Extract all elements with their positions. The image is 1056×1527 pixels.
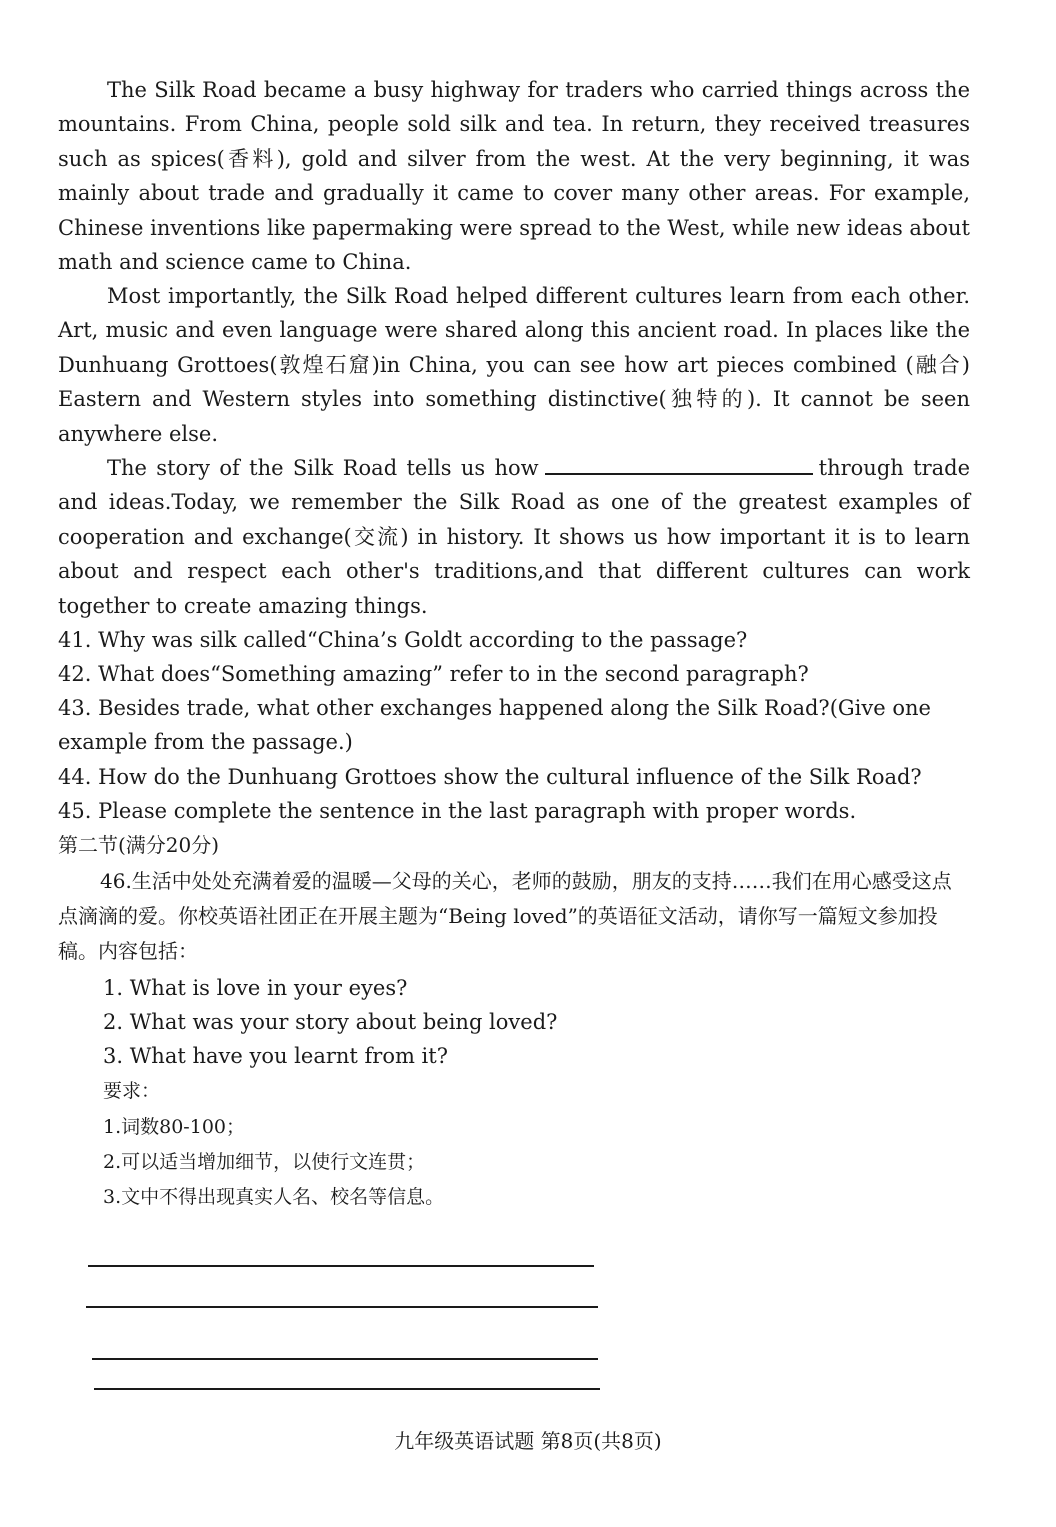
writing-task: 46.生活中处处充满着爱的温暖—父母的关心，老师的鼓励，朋友的支持……我们在用心感受这点点滴滴的爱。你校英语社团正在开展主题为“Being loved”的英语征文活动，请你写一篇短文参加投稿。内容包括： bbox=[58, 869, 952, 963]
answer-blank[interactable] bbox=[545, 451, 813, 475]
content-point-1: 1. What is love in your eyes? bbox=[103, 976, 408, 1000]
writing-line-2[interactable] bbox=[86, 1306, 598, 1308]
question-45: 45. Please complete the sentence in the last paragraph with proper words. bbox=[58, 799, 857, 823]
question-42: 42. What does“Something amazing” refer to in the second paragraph? bbox=[58, 662, 809, 686]
content-point-3: 3. What have you learnt from it? bbox=[103, 1044, 448, 1068]
passage-paragraph-2: Most importantly, the Silk Road helped different cultures learn from each other. Art, music and even language were shared along this ancient road. In places like the Dunhuang Grottoes(敦煌石窟)in China, you can see how art pieces combined (融合) Eastern and Western styles into something distinctive(独特的). It cannot be seen anywhere else. bbox=[58, 284, 970, 446]
writing-line-4[interactable] bbox=[94, 1388, 600, 1390]
page-footer: 九年级英语试题 第8页(共8页) bbox=[394, 1429, 662, 1453]
content-point-2: 2. What was your story about being loved? bbox=[103, 1010, 558, 1034]
requirement-3: 3.文中不得出现真实人名、校名等信息。 bbox=[103, 1186, 445, 1208]
question-44: 44. How do the Dunhuang Grottoes show the cultural influence of the Silk Road? bbox=[58, 765, 922, 789]
paragraph-3-start: The story of the Silk Road tells us how bbox=[107, 456, 539, 480]
requirements-label: 要求： bbox=[103, 1080, 161, 1102]
requirement-1: 1.词数80-100； bbox=[103, 1116, 245, 1138]
requirement-2: 2.可以适当增加细节，以使行文连贯； bbox=[103, 1151, 426, 1173]
section-heading: 第二节(满分20分) bbox=[58, 833, 220, 857]
passage-paragraph-1: The Silk Road became a busy highway for traders who carried things across the mountains. From China, people sold silk and tea. In return, they received treasures such as spices(香料), gold and silver from the west. At the very beginning, it was mainly about trade and gradually it came to cover many other areas. For example, Chinese inventions like papermaking were spread to the West, while new ideas about math and science came to China. bbox=[58, 78, 970, 275]
question-41: 41. Why was silk called“China’s Goldt according to the passage? bbox=[58, 628, 748, 652]
writing-line-3[interactable] bbox=[92, 1358, 598, 1360]
paragraph-3-rest: through trade and ideas.Today, we remember the Silk Road as one of the greatest examples of cooperation and exchange(交流) in history. It shows us how important it is to learn about and respect each other's traditions,and that different cultures can work together to create amazing things. bbox=[58, 456, 970, 618]
passage-paragraph-3 bbox=[58, 451, 970, 623]
question-43: 43. Besides trade, what other exchanges happened along the Silk Road?(Give one example from the passage.) bbox=[58, 696, 931, 755]
writing-line-1[interactable] bbox=[88, 1265, 594, 1267]
